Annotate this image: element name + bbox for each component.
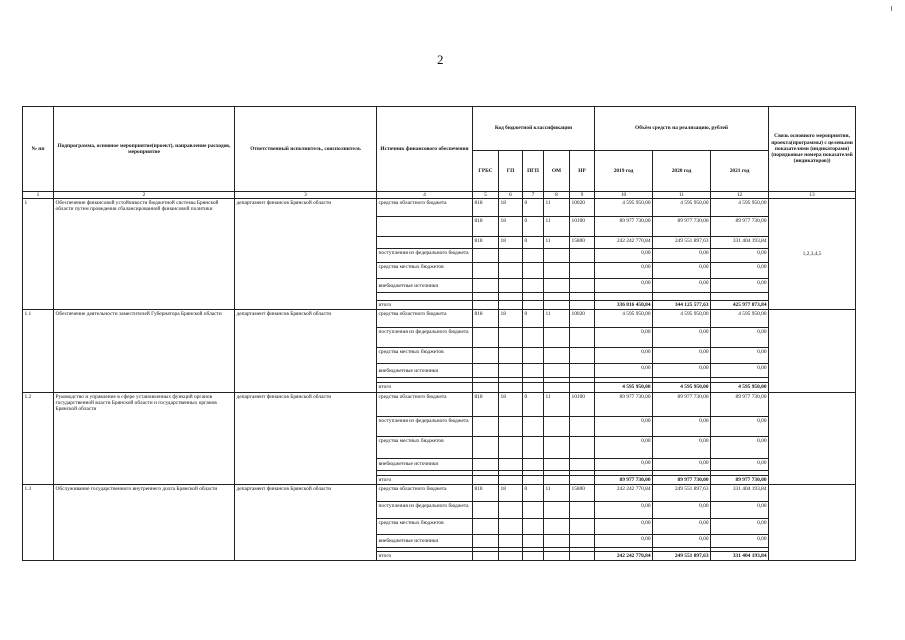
table-row: средства местных бюджетов 0,00 0,00 0,00 (23, 263, 856, 279)
header-pgp: ПГП (523, 151, 544, 192)
header-subprogram: Подпрограмма, основное мероприятие(проект), направление расходов, мероприятие (54, 107, 235, 192)
row-responsible: департамент финансов Брянской области (235, 484, 377, 560)
header-2019: 2019 год (595, 151, 653, 192)
header-volume: Объём средств на реализацию, рублей (595, 107, 769, 151)
table-row: 818 18 0 11 15800 242 242 770,84 249 551 897,63 331 404 193,84 (23, 237, 856, 249)
table-row: внебюджетные источники 0,00 0,00 0,00 (23, 279, 856, 293)
table-row: поступления из федерального бюджета 0,00 0,00 0,00 (23, 416, 856, 436)
table-row: поступления из федерального бюджета 0,00 0,00 0,00 (23, 328, 856, 348)
header-om: ОМ (544, 151, 570, 192)
table-row: внебюджетные источники 0,00 0,00 0,00 (23, 364, 856, 378)
header-responsible: Ответственный исполнитель, соисполнитель (235, 107, 377, 192)
header-2021: 2021 год (711, 151, 769, 192)
page-number: 2 (437, 52, 444, 67)
table-row: 1.1 Обеспечение деятельности заместителей Губернатора Брянской области департамент финансов Брянской области средства областного бюджета 818 18 0 11 10020 4 595 950,00 4 595 950,00 4 595 950,00 (23, 310, 856, 328)
scan-mark (891, 6, 892, 11)
row-responsible: департамент финансов Брянской области (235, 199, 377, 310)
table-row: средства местных бюджетов 0,00 0,00 0,00 (23, 348, 856, 364)
header-gp: ГП (499, 151, 523, 192)
total-row: итого 89 977 730,00 89 977 730,00 89 977 730,00 (378, 476, 767, 483)
total-row: итого 336 816 450,84 344 125 577,63 425 977 873,84 (378, 302, 767, 309)
row-name: Обслуживание государственного внутреннего долга Брянской области (54, 484, 235, 560)
table-row: поступления из федерального бюджета 0,00 0,00 0,00 (23, 249, 856, 263)
header-num: № пп (23, 107, 54, 192)
table-row: внебюджетные источники 0,00 0,00 0,00 (23, 534, 856, 547)
row-name: Обеспечение деятельности заместителей Губернатора Брянской области (54, 310, 235, 392)
row-name: Обеспечение финансовой устойчивости бюджетной системы Брянской области путем проведения сбалансированной финансовой политики (54, 199, 235, 310)
table-row: 1.2 Руководство и управление в сфере установленных функций органов государственной власти Брянской области и государственных органов Брянской области департамент финансов Брянской области средства областного бюджета 818 18 0 11 10100 89 977 730,00 89 977 730,00 89 977 730,00 (23, 392, 856, 416)
row-name: Руководство и управление в сфере установленных функций органов государственной власти Брянской области и государственных органов Брянской области (54, 392, 235, 484)
budget-table (22, 106, 856, 561)
row-responsible: департамент финансов Брянской области (235, 310, 377, 392)
header-2020: 2020 год (653, 151, 711, 192)
table-row: поступления из федерального бюджета 0,00 0,00 0,00 (23, 501, 856, 518)
table-row: внебюджетные источники 0,00 0,00 0,00 (23, 458, 856, 470)
header-link: Связь основного мероприятия, проекта(программы) с целевыми показателями (индикаторами) (порядковые номера показателей (индикаторов)) (769, 107, 856, 192)
table-row: средства местных бюджетов 0,00 0,00 0,00 (23, 518, 856, 534)
header-grbs: ГРБС (473, 151, 499, 192)
total-row: итого 4 595 950,00 4 595 950,00 4 595 950,00 (378, 384, 767, 391)
table-row: средства местных бюджетов 0,00 0,00 0,00 (23, 436, 856, 458)
row-responsible: департамент финансов Брянской области (235, 392, 377, 484)
header-source: Источник финансового обеспечения (377, 107, 473, 192)
row-link: 1,2,3,4,5 (769, 199, 856, 310)
table-row: 1.3 Обслуживание государственного внутреннего долга Брянской области департамент финансов Брянской области средства областного бюджета 818 18 0 11 15800 242 242 770,84 249 551 897,63 331 404 193,84 (23, 484, 856, 501)
header-budget-code: Код бюджетной классификации (473, 107, 595, 151)
table-row: 818 18 0 11 10100 89 977 730,00 89 977 730,00 89 977 730,00 (23, 217, 856, 237)
total-row: итого 242 242 770,84 249 551 897,63 331 404 193,84 (378, 552, 767, 559)
column-numbers-row: 1 2 3 4 5 6 7 8 9 10 11 12 13 (23, 192, 856, 199)
header-nr: НР (570, 151, 595, 192)
table-row: 1 Обеспечение финансовой устойчивости бюджетной системы Брянской области путем проведения сбалансированной финансовой политики департамент финансов Брянской области средства областного бюджета 818 18 0 11 10020 4 595 950,00 4 595 950,00 4 595 950,00 1,2,3,4,5 (23, 199, 856, 217)
